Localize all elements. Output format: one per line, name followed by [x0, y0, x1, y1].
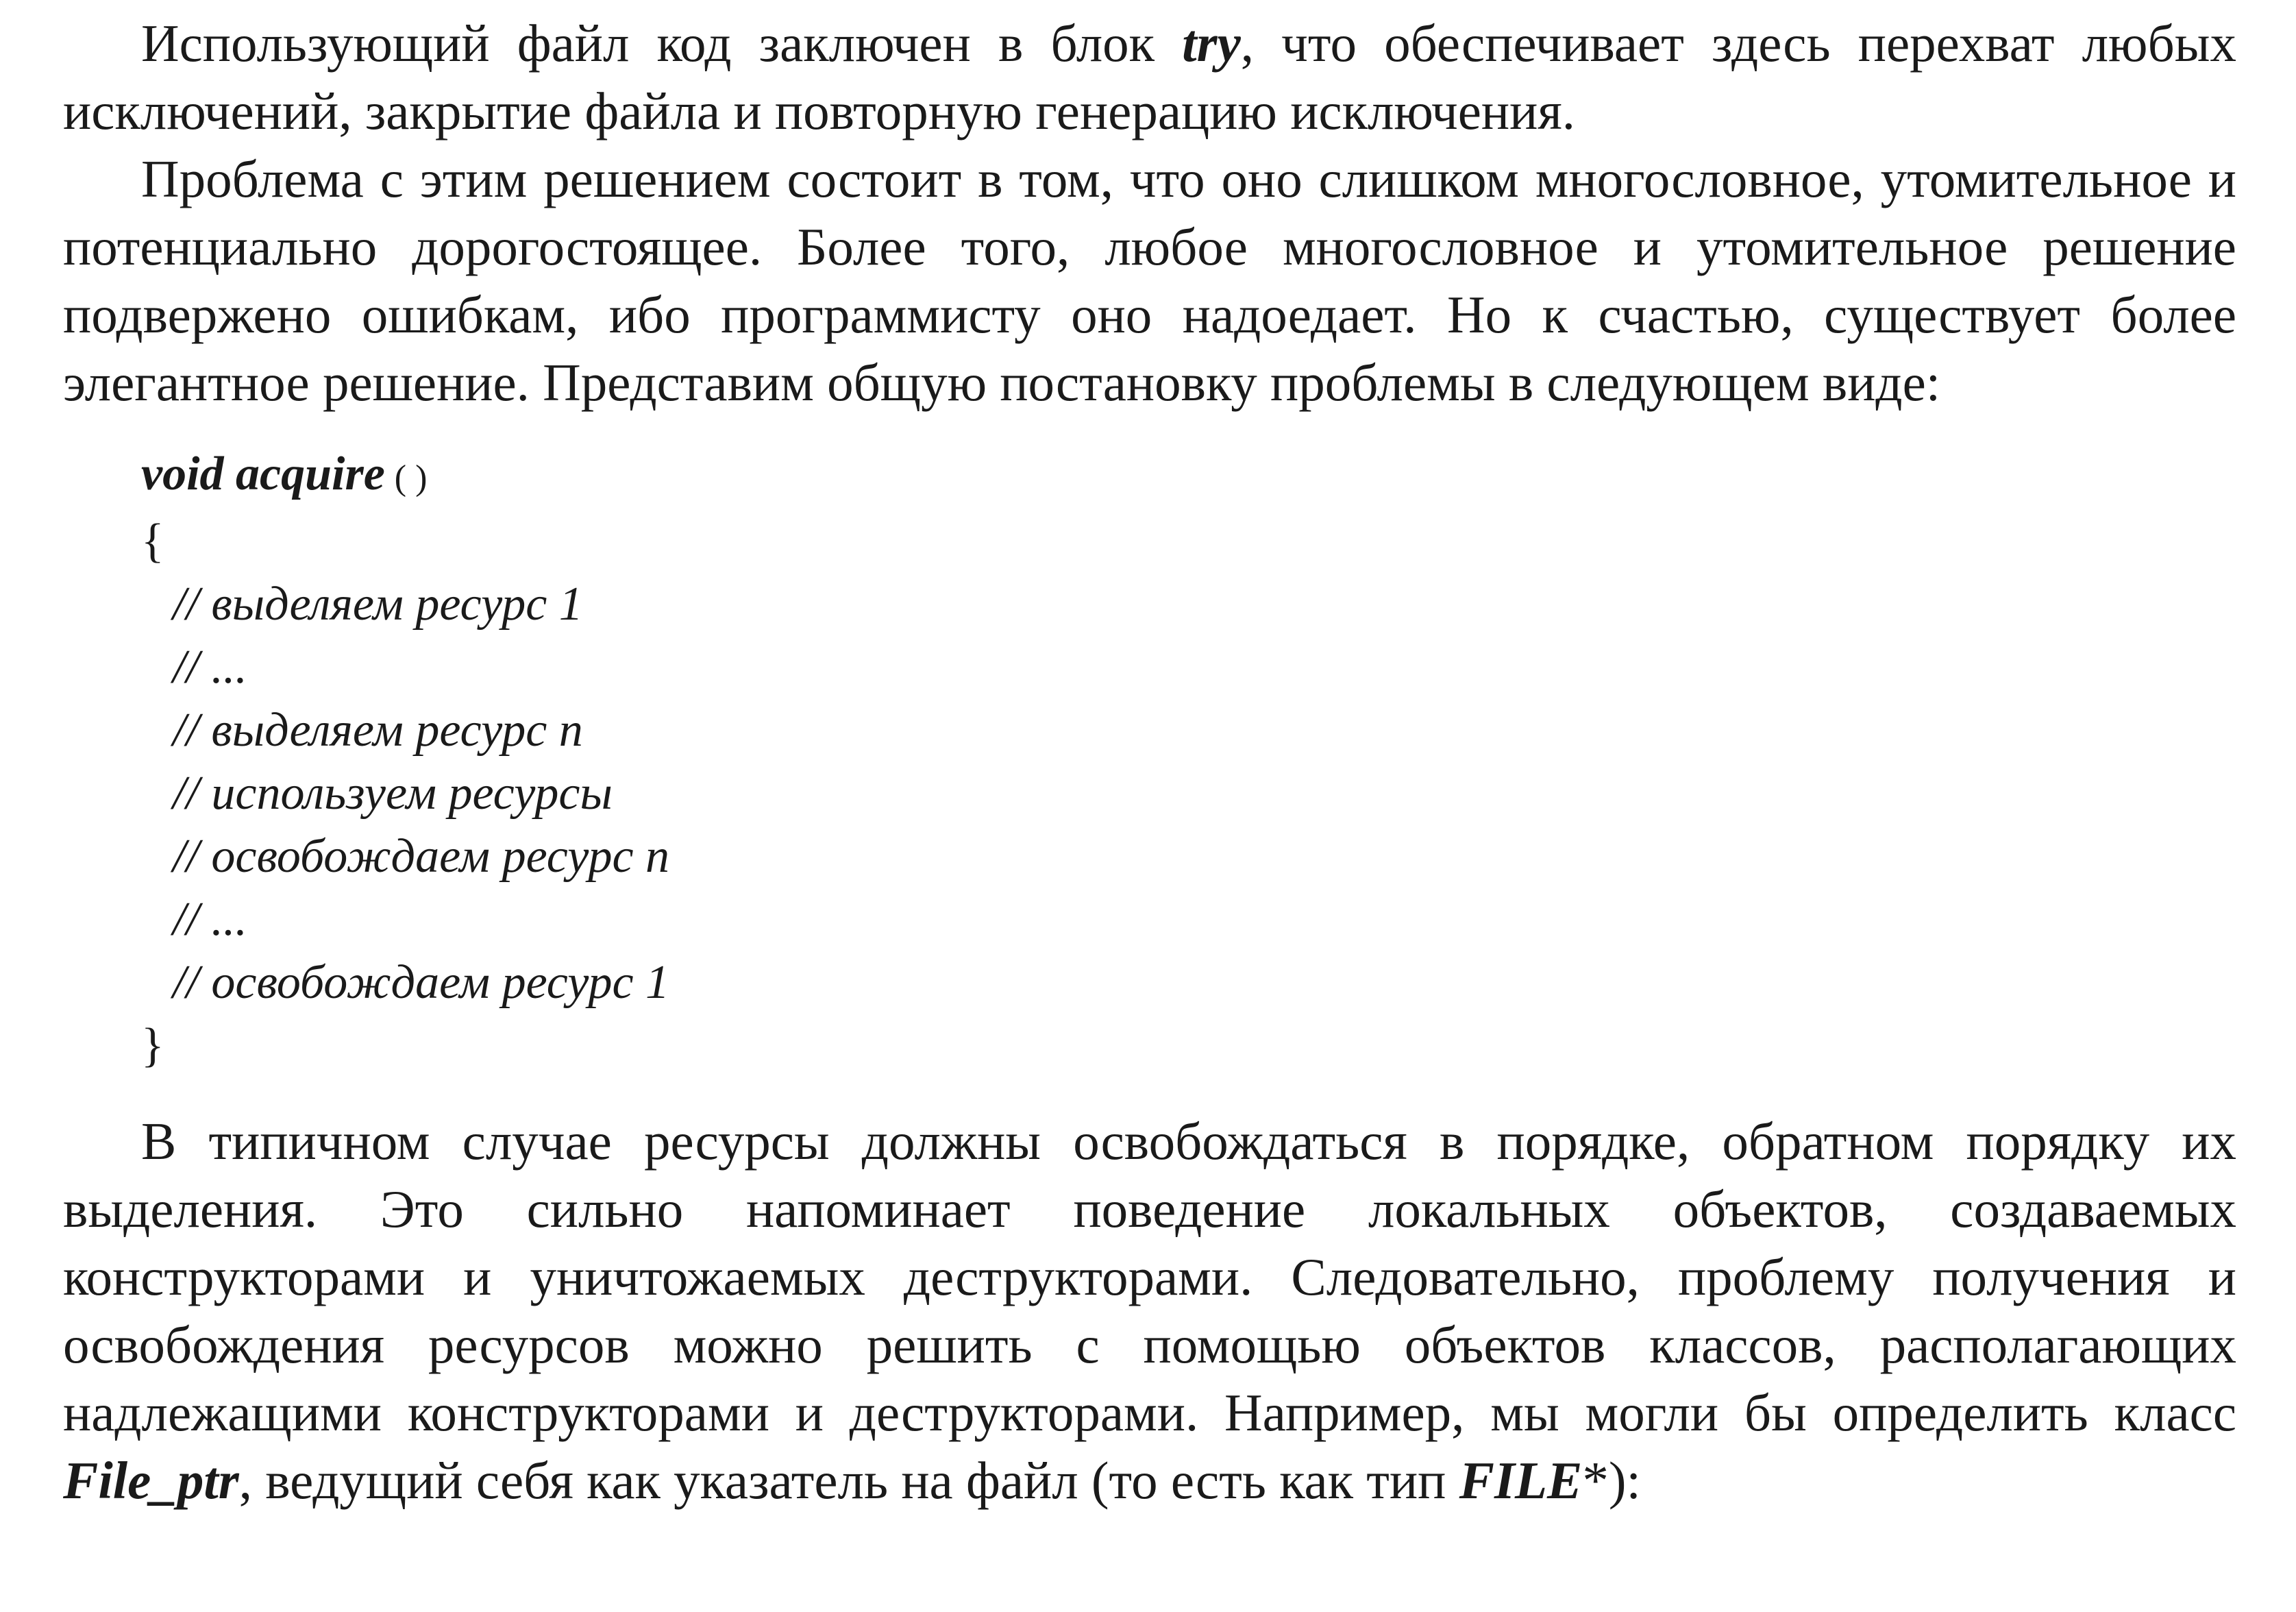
code-close-brace: }	[141, 1019, 164, 1072]
keyword-file: FILE	[1459, 1451, 1583, 1510]
paragraph-text: , ведущий себя как указатель на файл (то есть как тип	[238, 1451, 1459, 1510]
code-listing	[141, 443, 2236, 1077]
code-comment: // выделяем ресурс n	[173, 704, 583, 757]
code-signature-line	[141, 443, 2236, 510]
paragraph-problem	[63, 145, 2236, 417]
code-comment: // используем ресурсы	[173, 767, 613, 820]
code-comment: // ...	[173, 641, 247, 694]
paragraph-text: , что обеспечивает здесь перехват любых исключений, закрытие файла и повторную генерацию исключения.	[63, 14, 2236, 141]
keyword-file-ptr: File_ptr	[63, 1451, 239, 1510]
code-open-brace: {	[141, 515, 164, 567]
document-page	[63, 10, 2236, 1515]
code-comment: // выделяем ресурс 1	[173, 578, 583, 631]
function-parens: ( )	[394, 459, 428, 498]
paragraph-text: Использующий файл код заключен в блок	[141, 14, 1183, 73]
paragraph-resources	[63, 1108, 2236, 1515]
code-comment: // ...	[173, 893, 247, 946]
paragraph-text: В типичном случае ресурсы должны освобождаться в порядке, обратном порядку их выделения. Это сильно напоминает поведение локальных объектов, создаваемых конструкторами и уничтожаемых деструкторами. Следовательно, проблему получения и освобождения ресурсов можно решить с помощью объектов классов, располагающих надлежащими конструкторами и деструкторами. Например, мы могли бы определить класс	[63, 1112, 2236, 1442]
paragraph-text: ):	[1608, 1451, 1641, 1510]
keyword-try: try	[1182, 14, 1241, 73]
pointer-star: *	[1582, 1451, 1609, 1510]
code-comment: // освобождаем ресурс n	[173, 830, 670, 883]
paragraph-try-block	[63, 10, 2236, 145]
code-comment: // освобождаем ресурс 1	[173, 956, 670, 1009]
paragraph-text: Проблема с этим решением состоит в том, что оно слишком многословное, утомительное и потенциально дорогостоящее. Более того, любое многословное и утомительное решение подвержено ошибкам, ибо программисту оно надоедает. Но к счастью, существует более элегантное решение. Представим общую постановку проблемы в следующем виде:	[63, 149, 2236, 412]
function-signature: void acquire	[141, 448, 385, 500]
